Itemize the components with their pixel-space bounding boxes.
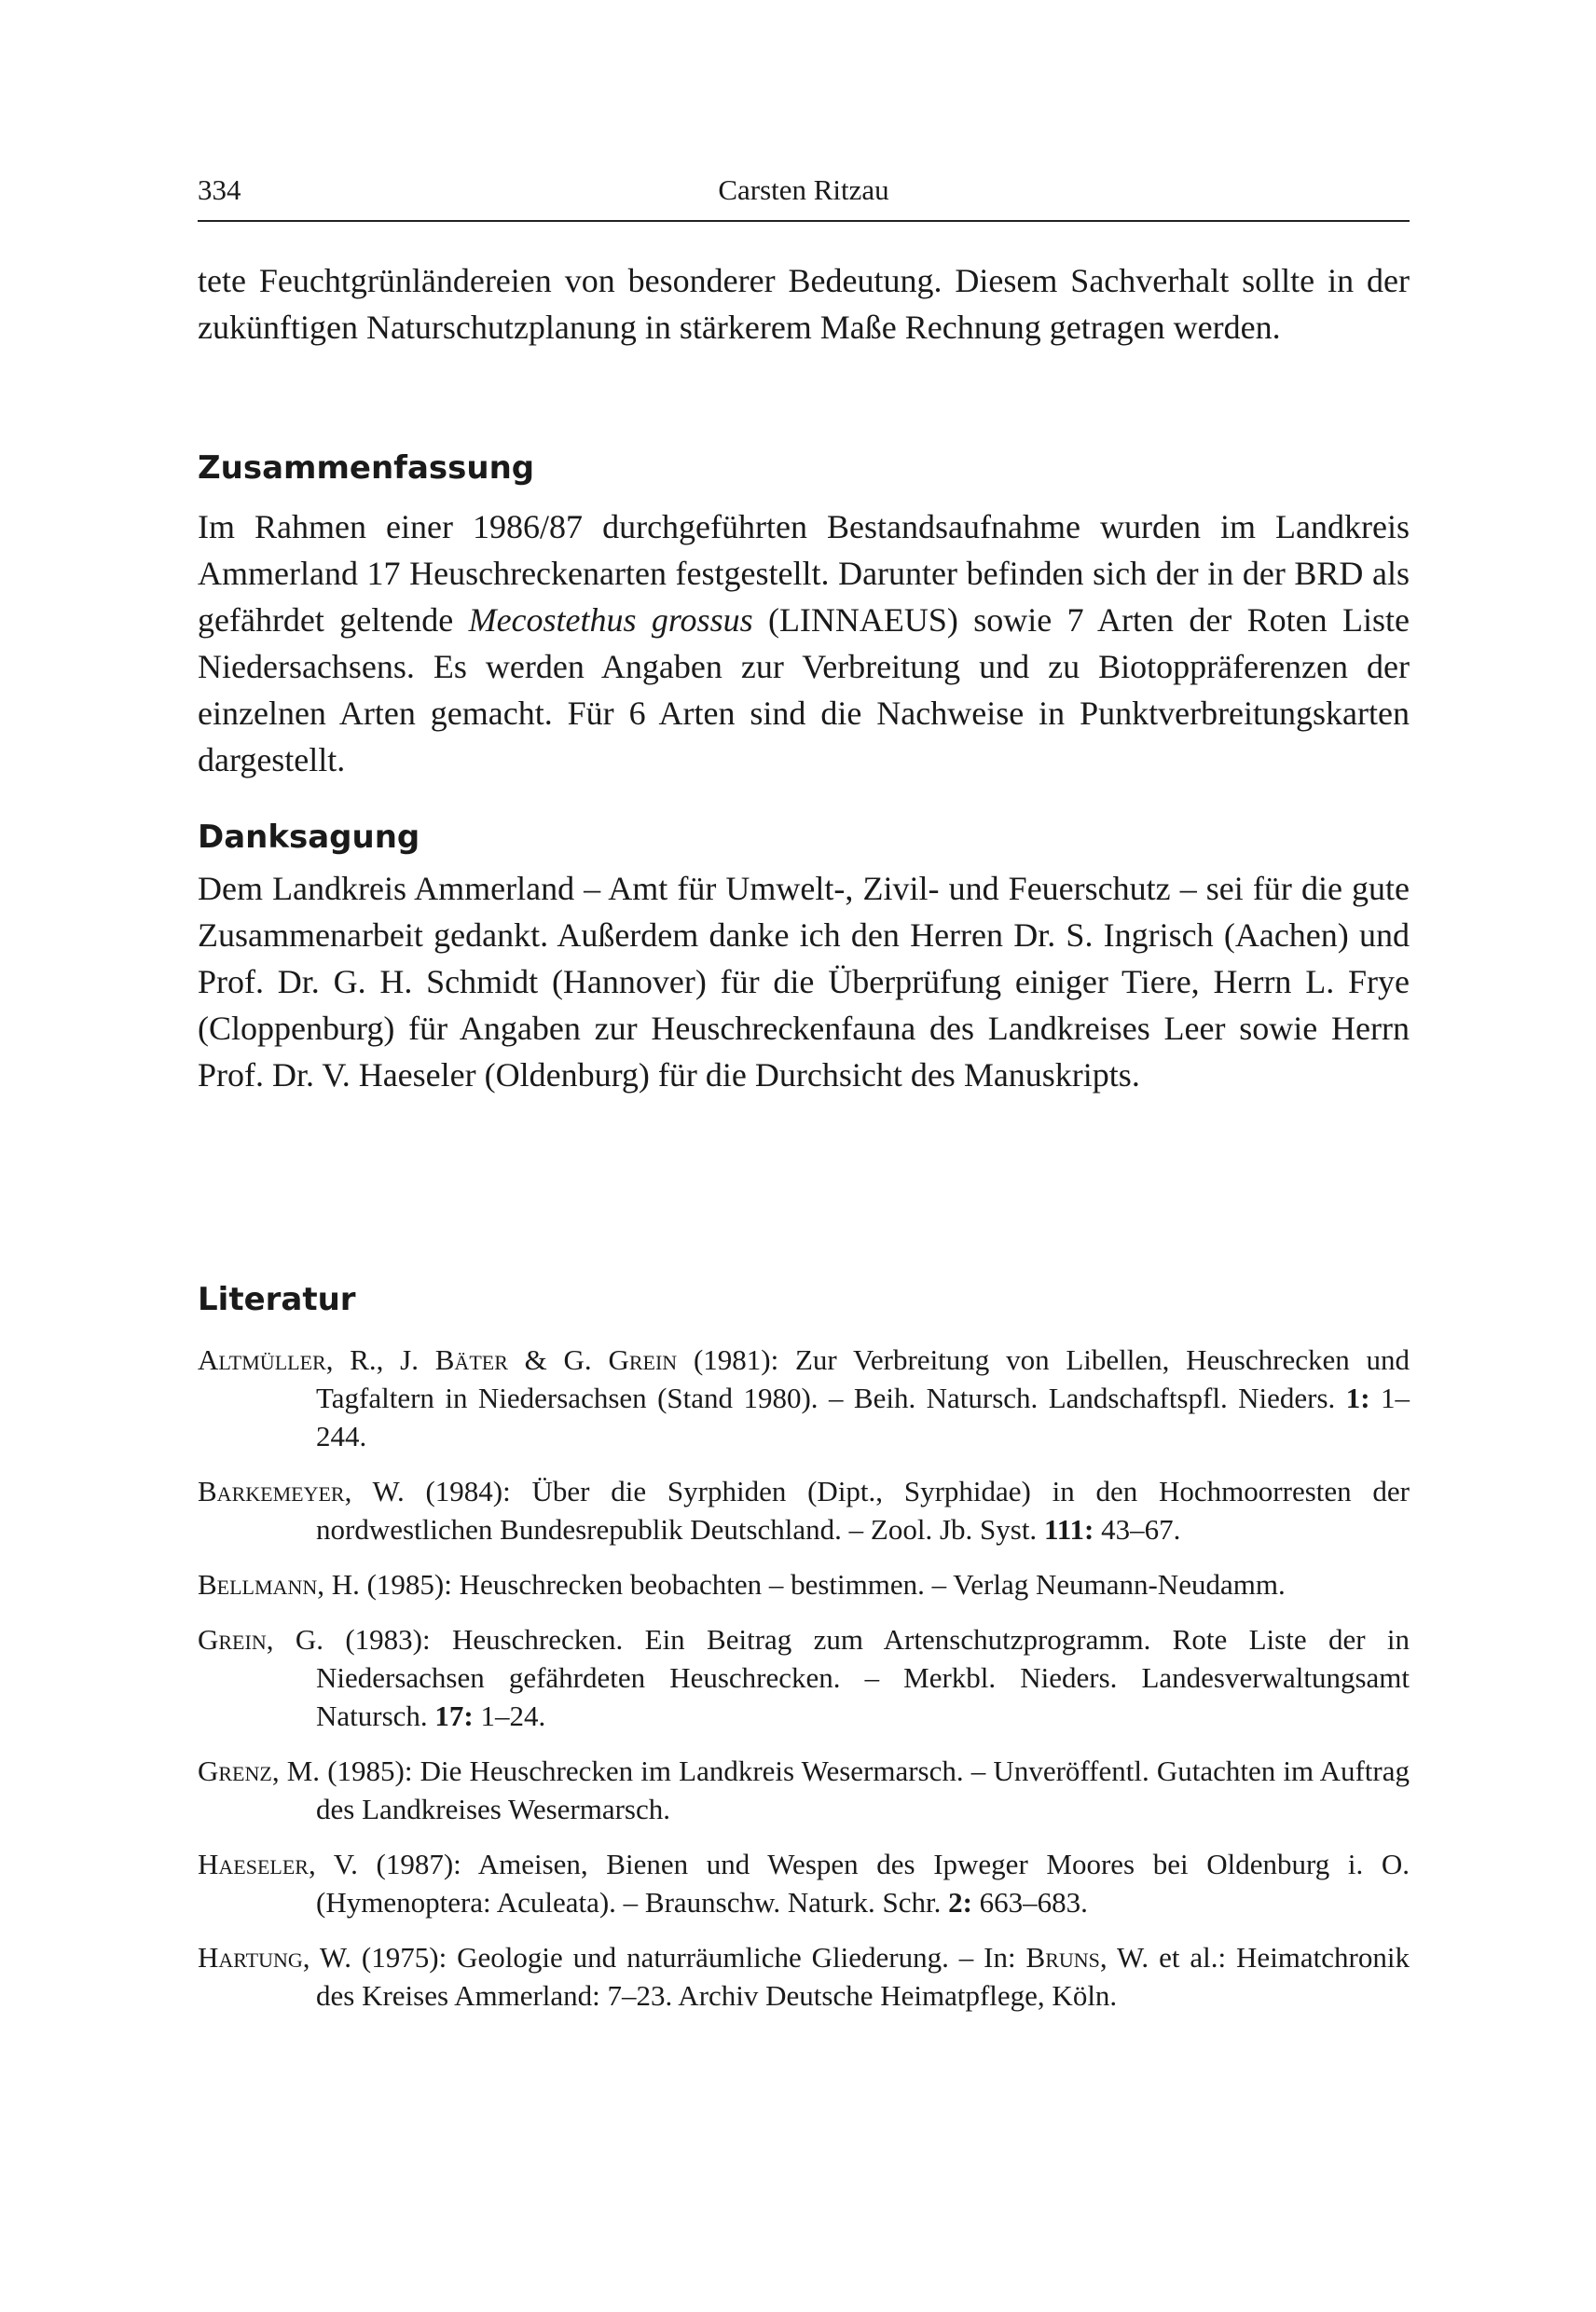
reference-coauthor: Grein: [608, 1343, 678, 1376]
reference-pages: 663–683.: [971, 1886, 1088, 1919]
reference-text: , G. (1983): Heuschrecken. Ein Beitrag zum Artenschutzprogramm. Rote Liste der in Niedersachsen gefährdeten Heuschrecken. – Merkbl. Nieders. Landesverwaltungsamt Natursch.: [266, 1623, 1410, 1732]
species-name: Mecostethus grossus: [468, 601, 753, 639]
running-title: Carsten Ritzau: [718, 173, 889, 206]
page-number: 334: [198, 173, 241, 206]
reference-author: Grein: [198, 1623, 267, 1656]
reference-pages: 43–67.: [1094, 1513, 1181, 1546]
reference-entry: [198, 1938, 1410, 2015]
reference-text: , M. (1985): Die Heuschrecken im Landkreis Wesermarsch. – Unveröffentl. Gutachten im Auftrag des Landkreises Wesermarsch.: [271, 1755, 1410, 1825]
reference-text: , H. (1985): Heuschrecken beobachten – bestimmen. – Verlag Neumann-Neudamm.: [317, 1568, 1286, 1601]
heading-danksagung: Danksagung: [198, 819, 420, 856]
reference-entry: [198, 1472, 1410, 1548]
intro-paragraph: tete Feuchtgrünländereien von besonderer Bedeutung. Diesem Sachverhalt sollte in der zukünftigen Naturschutzplanung in stärkerem Maße Rechnung getragen werden.: [198, 262, 1410, 346]
reference-volume: 2:: [948, 1886, 972, 1919]
reference-text: , V. (1987): Ameisen, Bienen und Wespen des Ipweger Moores bei Oldenburg i. O. (Hymenoptera: Aculeata). – Braunschw. Naturk. Schr.: [308, 1848, 1410, 1919]
zusammenfassung-text-2: (LINNAEUS) sowie 7 Arten der Roten Liste Niedersachsens. Es werden Angaben zur Verbreitung und zu Biotoppräferenzen der einzelnen Arten gemacht. Für 6 Arten sind die Nachweise in Punktverbreitungskarten dargestellt.: [198, 601, 1410, 778]
reference-entry: [198, 1845, 1410, 1921]
danksagung-paragraph: Dem Landkreis Ammerland – Amt für Umwelt-, Zivil- und Feuerschutz – sei für die gute Zusammenarbeit gedankt. Außerdem danke ich den Herren Dr. S. Ingrisch (Aachen) und Prof. Dr. G. H. Schmidt (Hannover) für die Überprüfung einiger Tiere, Herrn L. Frye (Cloppenburg) für Angaben zur Heuschreckenfauna des Landkreises Leer sowie Herrn Prof. Dr. V. Haeseler (Oldenburg) für die Durchsicht des Manuskripts.: [198, 870, 1410, 1094]
reference-pages: 1–244.: [316, 1382, 1410, 1452]
reference-text: , W. (1975): Geologie und naturräumliche Gliederung. – In:: [302, 1941, 1026, 1974]
reference-text: , R., J.: [325, 1343, 435, 1376]
reference-volume: 111:: [1043, 1513, 1094, 1546]
reference-text: , W. (1984): Über die Syrphiden (Dipt., Syrphidae) in den Hochmoorresten der nordwestlichen Bundesrepublik Deutschland. – Zool. Jb. Syst.: [316, 1475, 1410, 1546]
running-head: [198, 173, 1410, 222]
intro-block: [198, 257, 1410, 351]
heading-zusammenfassung: Zusammenfassung: [198, 449, 535, 487]
reference-author: Hartung: [198, 1941, 303, 1974]
zusammenfassung-paragraph: [198, 503, 1410, 783]
reference-coauthor: Bruns: [1025, 1941, 1100, 1974]
reference-author: Bellmann: [198, 1568, 318, 1601]
reference-list: [198, 1341, 1410, 2031]
reference-pages: 1–24.: [473, 1700, 546, 1732]
danksagung-block: [198, 865, 1410, 1098]
reference-coauthor: Bäter: [434, 1343, 508, 1376]
heading-literatur: Literatur: [198, 1281, 356, 1318]
reference-entry: [198, 1341, 1410, 1455]
reference-entry: [198, 1565, 1410, 1603]
reference-entry: [198, 1620, 1410, 1735]
reference-author: Barkemeyer: [198, 1475, 345, 1507]
reference-text: (1981): Zur Verbreitung von Libellen, Heuschrecken und Tagfaltern in Niedersachsen (Stand 1980). – Beih. Natursch. Landschaftspfl. Nieders.: [316, 1343, 1410, 1414]
reference-author: Grenz: [198, 1755, 272, 1787]
zusammenfassung-text-1: Im Rahmen einer 1986/87 durchgeführten Bestandsaufnahme wurden im Landkreis Ammerland 17 Heuschreckenarten festgestellt. Darunter befinden sich der in der BRD als gefährdet geltende: [198, 508, 1410, 639]
zusammenfassung-block: [198, 503, 1410, 783]
reference-text: & G.: [507, 1343, 609, 1376]
reference-entry: [198, 1752, 1410, 1828]
reference-author: Haeseler: [198, 1848, 309, 1880]
reference-volume: 17:: [434, 1700, 474, 1732]
reference-text: , W. et al.: Heimatchronik des Kreises Ammerland: 7–23. Archiv Deutsche Heimatpflege, Köln.: [316, 1941, 1410, 2012]
reference-volume: 1:: [1345, 1382, 1370, 1414]
reference-author: Altmüller: [198, 1343, 326, 1376]
